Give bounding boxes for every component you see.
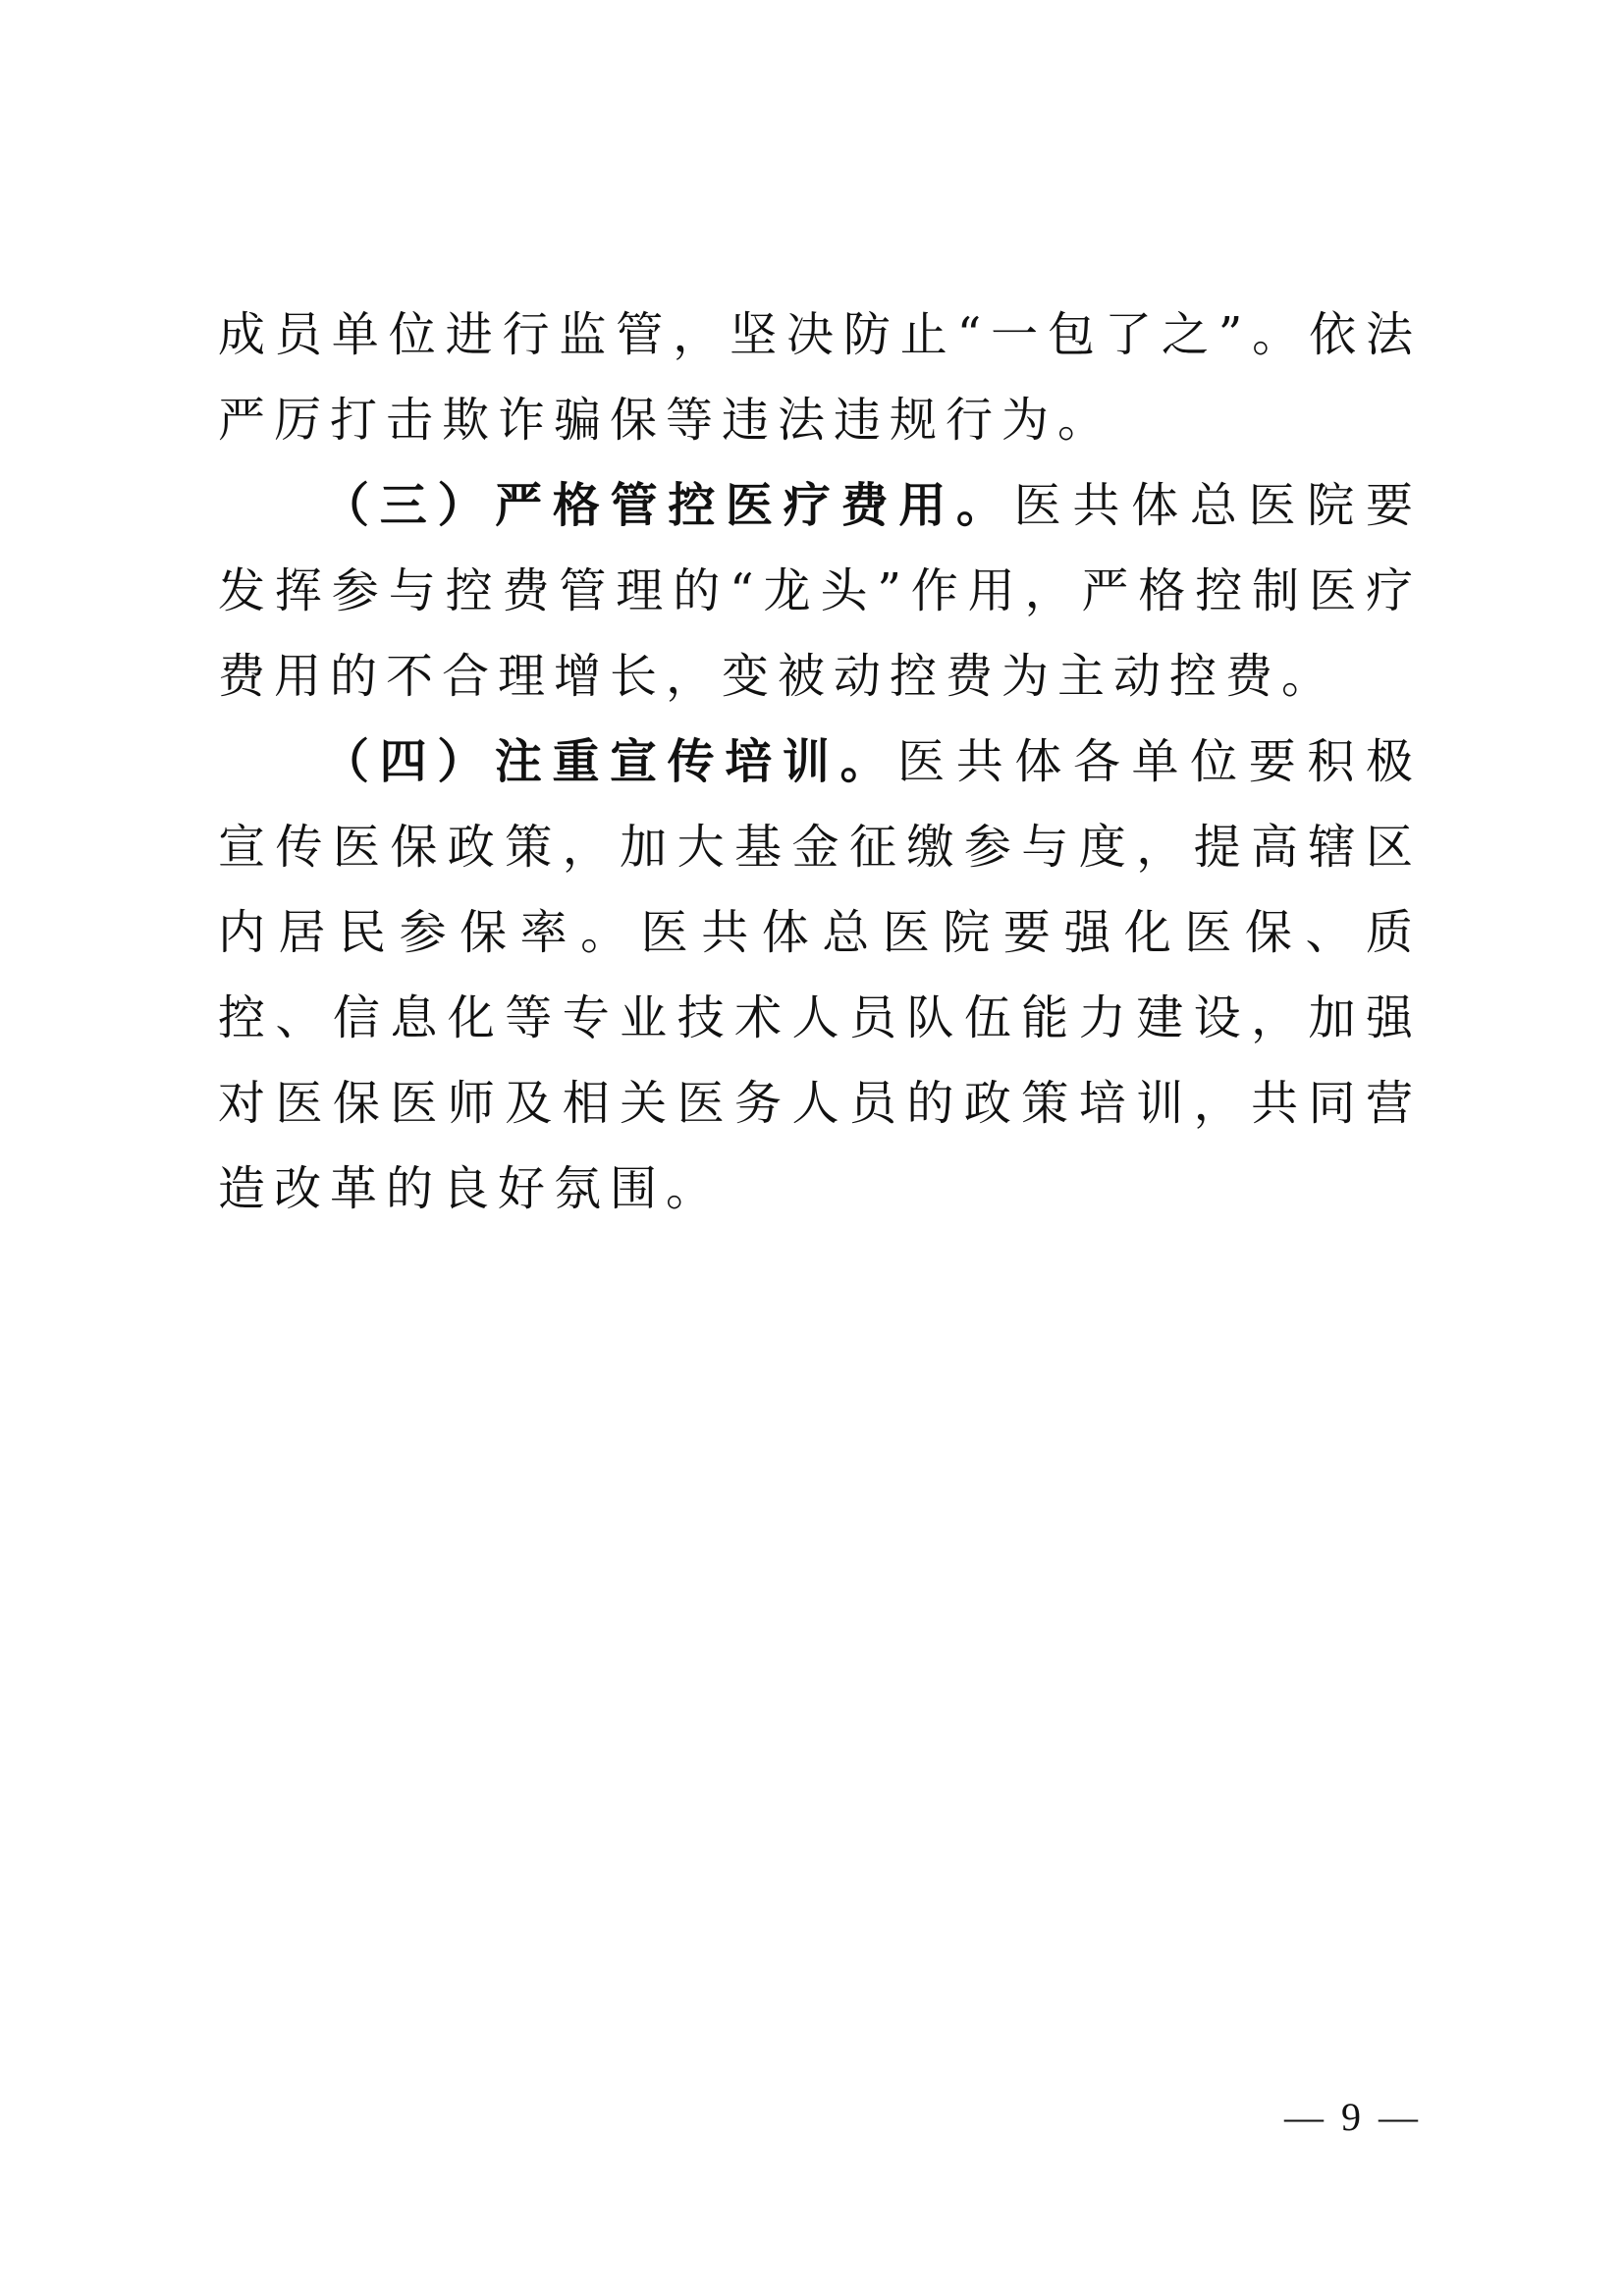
paragraph-cost-control [218,463,1422,720]
section-heading-cost-control: （三）严格管控医疗费用。 [322,478,1014,533]
paragraph-text: 医共体总医院要发挥参与控费管理的“龙头”作用，严格控制医疗费用的不合理增长，变被动控费为主动控费。 [218,478,1422,704]
paragraph-text: 医共体各单位要积极宣传医保政策，加大基金征缴参与度，提高辖区内居民参保率。医共体总医院要强化医保、质控、信息化等专业技术人员队伍能力建设，加强对医保医师及相关医务人员的政策培训，共同营造改革的良好氛围。 [218,734,1422,1216]
section-heading-publicity-training: （四）注重宣传培训。 [322,734,898,789]
paragraph-publicity-training [218,720,1422,1232]
body-text [218,293,1422,1232]
page-number: — 9 — [1284,2095,1422,2139]
paragraph-continuation [218,293,1422,463]
paragraph-text: 成员单位进行监管，坚决防止“一包了之”。依法严厉打击欺诈骗保等违法违规行为。 [218,307,1422,448]
